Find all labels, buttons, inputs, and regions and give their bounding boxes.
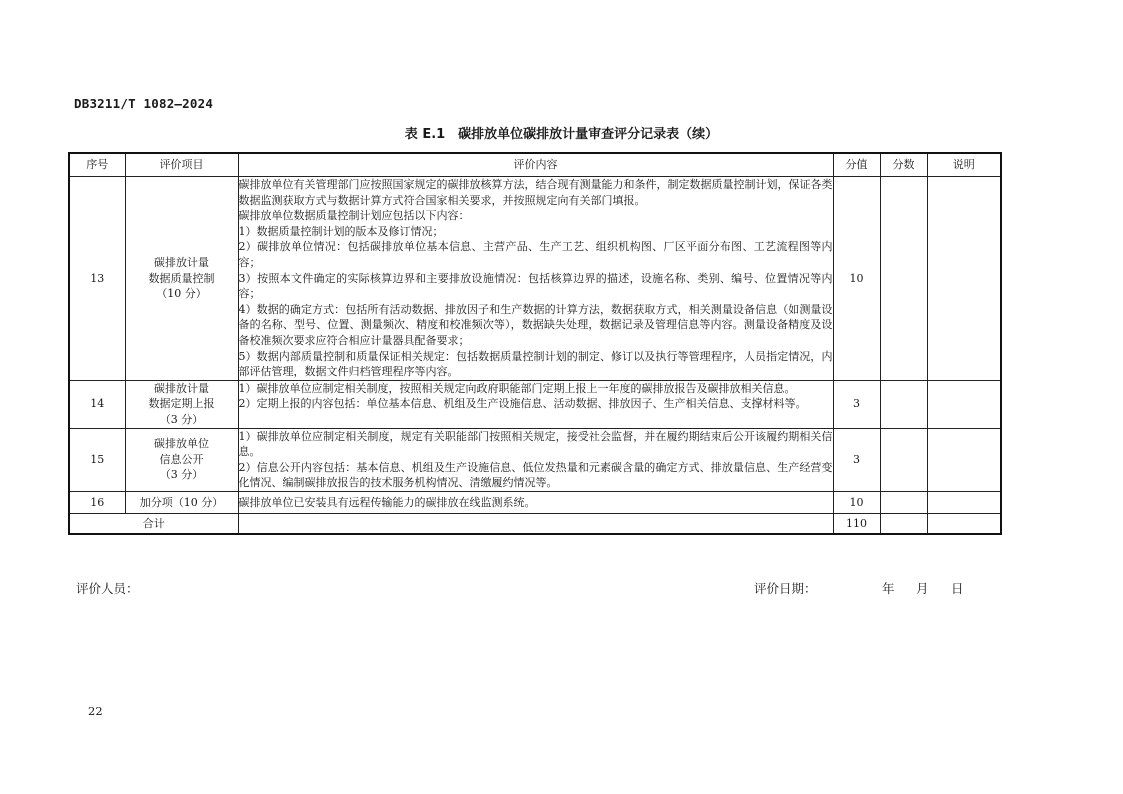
content-paragraph: 1）碳排放单位应制定相关制度，规定有关职能部门按照相关规定，接受社会监督，并在履约期结束后公开该履约期相关信息。 <box>238 429 833 459</box>
content-paragraph: 碳排放单位数据质量控制计划应包括以下内容： <box>238 209 470 223</box>
row-note-cell[interactable] <box>927 380 1001 428</box>
date-day-label: 日 <box>951 581 964 596</box>
table-title: 表 E.1 碳排放单位碳排放计量审查评分记录表（续） <box>404 127 719 142</box>
row-no: 14 <box>69 380 125 428</box>
row-score-cell[interactable] <box>880 428 927 491</box>
evaluator-label: 评价人员： <box>76 581 139 596</box>
row-max-score: 3 <box>833 428 880 491</box>
content-paragraph: 5）数据内部质量控制和质量保证相关规定：包括数据质量控制计划的制定、修订以及执行等管理程序，人员指定情况，内部评估管理，数据文件归档管理程序等内容。 <box>238 349 833 379</box>
date-label: 评价日期： <box>754 581 817 596</box>
date-year-label: 年 <box>882 581 895 596</box>
row-item <box>125 491 238 513</box>
row-no: 16 <box>69 491 125 513</box>
total-label: 合计 <box>69 513 238 534</box>
content-paragraph: 1）碳排放单位应制定相关制度，按照相关规定向政府职能部门定期上报上一年度的碳排放报告及碳排放相关信息。 <box>238 381 796 395</box>
table-header-row <box>69 153 1001 177</box>
row-score-cell[interactable] <box>880 177 927 381</box>
row-max-score: 3 <box>833 380 880 428</box>
header-item: 评价项目 <box>125 153 238 177</box>
table-row <box>69 380 1001 428</box>
row-item <box>125 380 238 428</box>
total-max-score: 110 <box>833 513 880 534</box>
content-paragraph: 3）按照本文件确定的实际核算边界和主要排放设施情况：包括核算边界的描述，设施名称、类别、编号、位置情况等内容； <box>238 271 833 301</box>
header-note: 说明 <box>927 153 1001 177</box>
row-item-line: （10 分） <box>156 287 207 301</box>
content-paragraph: 2）定期上报的内容包括：单位基本信息、机组及生产设施信息、活动数据、排放因子、生产相关信息、支撑材料等。 <box>238 397 807 411</box>
table-row <box>69 177 1001 381</box>
date-month-label: 月 <box>916 581 929 596</box>
table-row <box>69 428 1001 491</box>
table-row <box>69 491 1001 513</box>
content-paragraph: 碳排放单位有关管理部门应按照国家规定的碳排放核算方法，结合现有测量能力和条件，制定数据质量控制计划，保证各类数据监测获取方式与数据计算方式符合国家相关要求，并按照规定向有关部门填报。 <box>238 178 833 207</box>
row-item-line: 信息公开 <box>159 452 204 466</box>
page-number: 22 <box>88 704 103 718</box>
row-no: 15 <box>69 428 125 491</box>
header-no: 序号 <box>69 153 125 177</box>
total-score-cell[interactable] <box>880 513 927 534</box>
scoring-record-table <box>68 152 1002 535</box>
row-content <box>238 428 833 491</box>
header-max: 分值 <box>833 153 880 177</box>
row-max-score: 10 <box>833 177 880 381</box>
content-paragraph: 2）碳排放单位情况：包括碳排放单位基本信息、主营产品、生产工艺、组织机构图、厂区平面分布图、工艺流程图等内容； <box>238 240 833 269</box>
content-paragraph: 2）信息公开内容包括：基本信息、机组及生产设施信息、低位发热量和元素碳含量的确定方式、排放量信息、生产经营变化情况、编制碳排放报告的技术服务机构情况、清缴履约情况等。 <box>238 460 833 490</box>
standard-number: DB3211/T 1082—2024 <box>74 96 214 111</box>
row-note-cell[interactable] <box>927 491 1001 513</box>
row-item-line: （3 分） <box>159 468 204 482</box>
row-content <box>238 491 833 513</box>
total-note-cell[interactable] <box>927 513 1001 534</box>
row-item-line: 碳排放计量 <box>154 381 209 395</box>
row-item-line: 数据定期上报 <box>148 397 215 411</box>
header-score: 分数 <box>880 153 927 177</box>
row-max-score: 10 <box>833 491 880 513</box>
row-score-cell[interactable] <box>880 380 927 428</box>
content-paragraph: 4）数据的确定方式：包括所有活动数据、排放因子和生产数据的计算方法，数据获取方式，相关测量设备信息（如测量设备的名称、型号、位置、测量频次、精度和校准频次等），数据缺失处理，数据记录及管理信息等内容。测量设备精度及设备校准频次要求应符合相应计量器具配备要求； <box>238 302 833 347</box>
row-no: 13 <box>69 177 125 381</box>
header-content: 评价内容 <box>238 153 833 177</box>
total-row <box>69 513 1001 534</box>
row-content <box>238 177 833 381</box>
row-item-line: 碳排放计量 <box>154 255 209 269</box>
content-paragraph: 碳排放单位已安装具有远程传输能力的碳排放在线监测系统。 <box>238 495 536 509</box>
total-content <box>238 513 833 534</box>
row-note-cell[interactable] <box>927 428 1001 491</box>
row-item <box>125 177 238 381</box>
row-item-line: 加分项（10 分） <box>139 495 224 509</box>
row-item-line: （3 分） <box>159 412 204 426</box>
row-item-line: 数据质量控制 <box>148 271 215 285</box>
row-content <box>238 380 833 428</box>
row-item <box>125 428 238 491</box>
row-score-cell[interactable] <box>880 491 927 513</box>
row-item-line: 碳排放单位 <box>154 437 209 451</box>
content-paragraph: 1）数据质量控制计划的版本及修订情况； <box>238 224 444 238</box>
row-note-cell[interactable] <box>927 177 1001 381</box>
